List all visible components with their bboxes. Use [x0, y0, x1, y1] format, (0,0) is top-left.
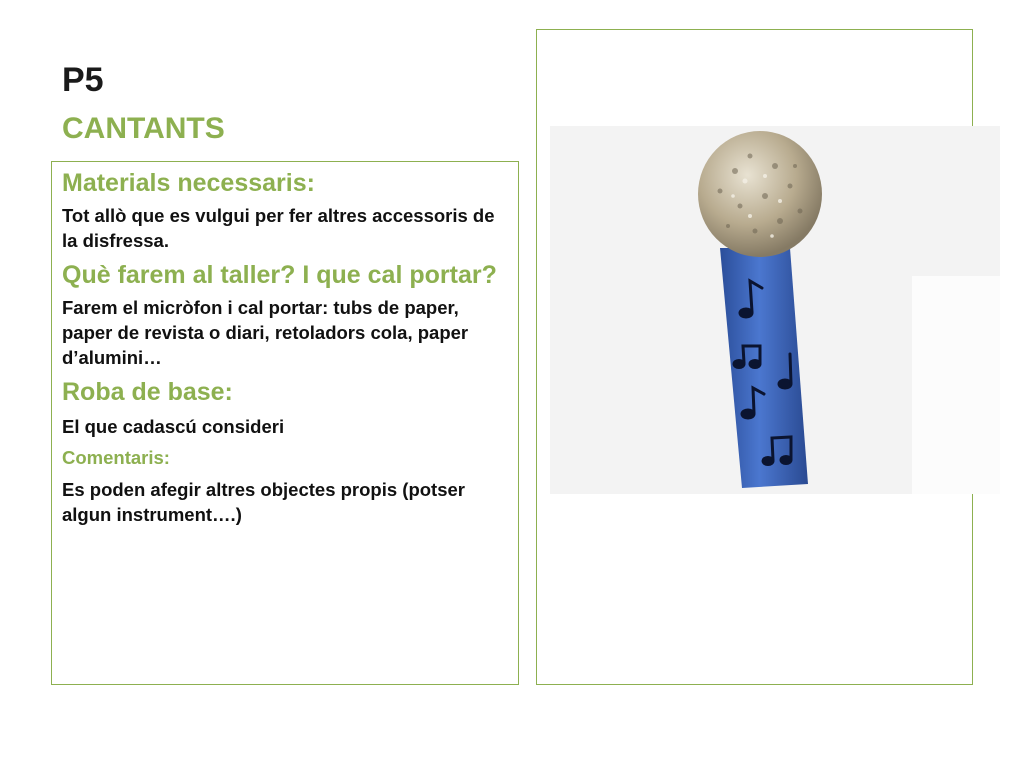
- slide-title: P5: [62, 61, 104, 99]
- microphone-photo: [550, 126, 1000, 494]
- comments-text: Es poden afegir altres objectes propis (potser algun instrument….): [62, 479, 465, 525]
- materials-text: Tot allò que es vulgui per fer altres accessoris de la disfressa.: [62, 205, 495, 251]
- microphone-tube: [720, 248, 808, 488]
- materials-heading: Materials necessaris:: [62, 169, 315, 197]
- slide-subtitle: CANTANTS: [62, 112, 225, 145]
- clothes-heading: Roba de base:: [62, 378, 233, 406]
- workshop-text: Farem el micròfon i cal portar: tubs de paper, paper de revista o diari, retoladors cola, paper d’alumini…: [62, 297, 469, 368]
- workshop-heading: Què farem al taller? I que cal portar?: [62, 261, 497, 289]
- microphone-head: [698, 131, 822, 257]
- comments-heading: Comentaris:: [62, 447, 170, 468]
- content-box: [51, 161, 519, 685]
- clothes-text: El que cadascú consideri: [62, 416, 285, 437]
